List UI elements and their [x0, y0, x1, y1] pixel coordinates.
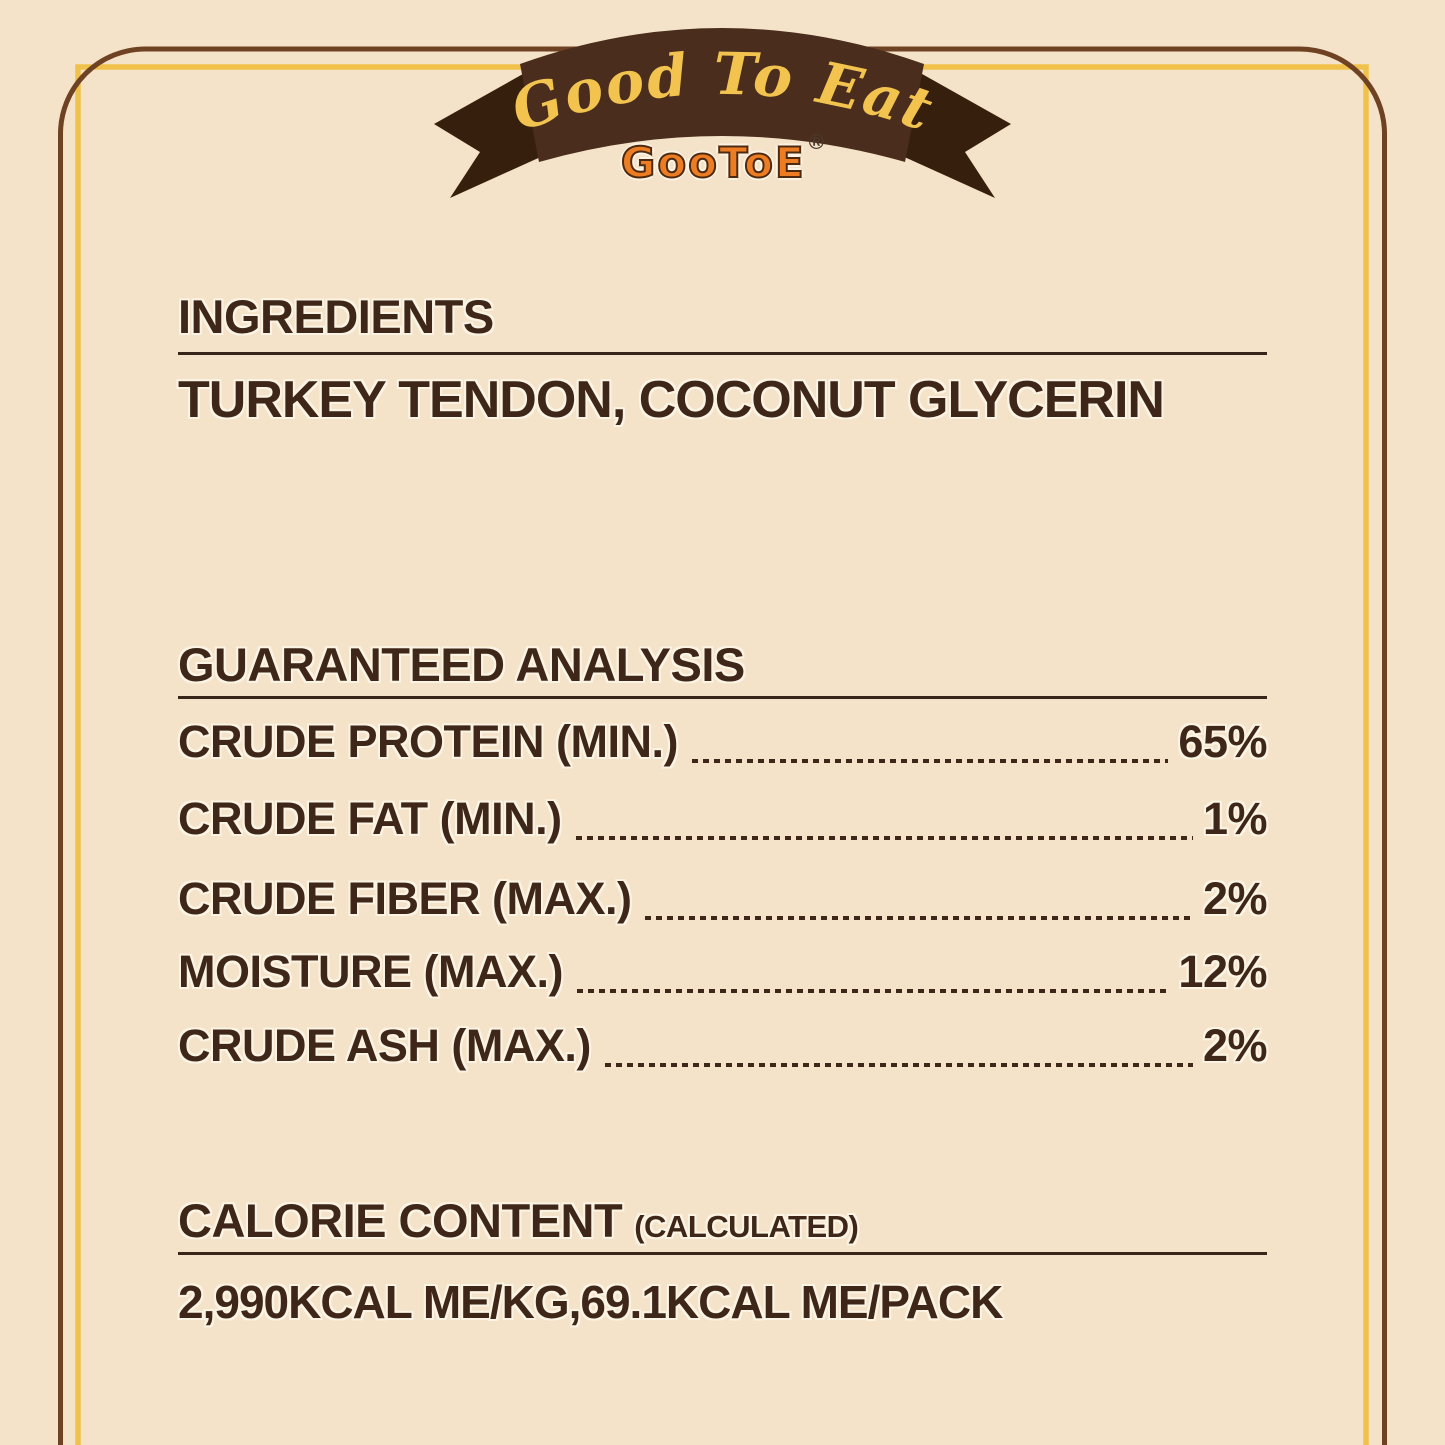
dotted-leader	[576, 836, 1193, 840]
analysis-value: 2%	[1202, 1020, 1267, 1071]
dotted-leader	[577, 989, 1168, 993]
analysis-label: MOISTURE (MAX.)	[178, 946, 563, 997]
dotted-leader	[605, 1063, 1193, 1067]
brand-logo	[0, 131, 1445, 187]
analysis-value: 2%	[1202, 873, 1267, 924]
calorie-heading-main: CALORIE CONTENT	[178, 1194, 623, 1247]
ingredients-rule	[178, 352, 1267, 355]
ingredients-text: TURKEY TENDON, COCONUT GLYCERIN	[178, 371, 1164, 429]
analysis-row-crude-ash	[178, 1020, 1267, 1071]
analysis-row-crude-protein	[178, 716, 1267, 767]
label-content	[178, 0, 1267, 1445]
analysis-row-crude-fat	[178, 793, 1267, 844]
guaranteed-analysis-heading: GUARANTEED ANALYSIS	[178, 638, 745, 691]
analysis-value: 12%	[1178, 946, 1267, 997]
registered-trademark-icon: ®	[808, 131, 825, 154]
analysis-row-moisture	[178, 946, 1267, 997]
calorie-content-rule	[178, 1252, 1267, 1255]
dotted-leader	[645, 916, 1192, 920]
guaranteed-analysis-rule	[178, 696, 1267, 699]
analysis-value: 1%	[1202, 793, 1267, 844]
banner-script-text: Good To Eat	[503, 39, 943, 145]
ingredients-heading: INGREDIENTS	[178, 290, 494, 343]
analysis-label: CRUDE FAT (MIN.)	[178, 793, 562, 844]
analysis-label: CRUDE ASH (MAX.)	[178, 1020, 591, 1071]
analysis-row-crude-fiber	[178, 873, 1267, 924]
calorie-heading-suffix: (CALCULATED)	[634, 1209, 859, 1244]
analysis-value: 65%	[1178, 716, 1267, 767]
calorie-content-text: 2,990KCAL ME/KG,69.1KCAL ME/PACK	[178, 1276, 1003, 1328]
analysis-label: CRUDE PROTEIN (MIN.)	[178, 716, 678, 767]
analysis-label: CRUDE FIBER (MAX.)	[178, 873, 632, 924]
calorie-content-heading	[178, 1194, 858, 1248]
brand-logo-text: GooToE	[620, 138, 806, 187]
dotted-leader	[692, 759, 1168, 763]
